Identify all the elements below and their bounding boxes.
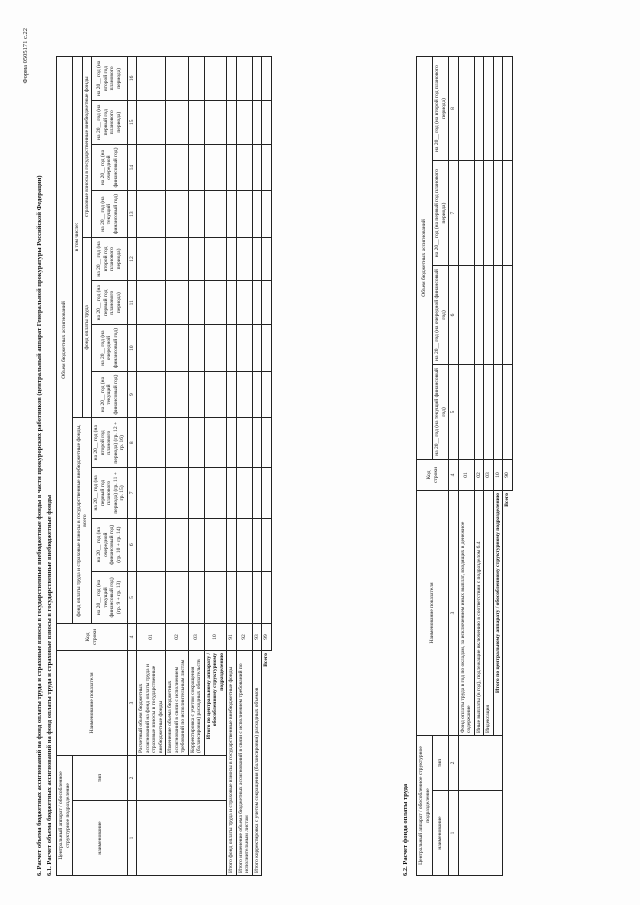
form-code: Форма 0505171 с.22 bbox=[22, 28, 29, 84]
t1-incl-header: в том числе: bbox=[73, 57, 83, 418]
t1-num: 16 bbox=[127, 57, 137, 101]
empty-cell bbox=[252, 100, 262, 144]
empty-cell bbox=[137, 100, 166, 144]
t1-row-label: Корректировка с учетом сокращения (балансировки) расходных обязательств bbox=[188, 651, 204, 756]
empty-cell bbox=[204, 518, 227, 571]
t1-num: 4 bbox=[127, 624, 137, 651]
empty-cell bbox=[227, 100, 237, 144]
empty-cell bbox=[227, 571, 237, 623]
t1-h14: на 20__ год (на очередной финансовый год) bbox=[92, 144, 128, 191]
t2-name-header: наименование bbox=[433, 791, 449, 876]
empty-cell bbox=[252, 57, 262, 101]
t1-num: 2 bbox=[127, 756, 137, 801]
t2-number-row bbox=[449, 57, 459, 876]
empty-cell bbox=[188, 571, 204, 623]
t1-indicator-header: Наименование показателя bbox=[57, 651, 128, 756]
empty-cell bbox=[262, 468, 272, 518]
t1-h7-formula: (гр. 11 + гр. 15) bbox=[112, 472, 125, 501]
empty-cell bbox=[204, 468, 227, 518]
t2-num: 8 bbox=[449, 57, 459, 161]
t2-row-code: 02 bbox=[474, 460, 484, 491]
t2-num: 1 bbox=[449, 791, 459, 876]
t1-num: 1 bbox=[127, 801, 137, 876]
empty-cell bbox=[493, 160, 503, 265]
t1-h15: на 20__ год (на первый год планового периода) bbox=[92, 100, 128, 144]
empty-cell bbox=[166, 191, 189, 237]
empty-cell bbox=[262, 191, 272, 237]
empty-cell bbox=[236, 100, 252, 144]
t2-num: 7 bbox=[449, 160, 459, 265]
empty-cell bbox=[204, 57, 227, 101]
empty-cell bbox=[204, 418, 227, 468]
empty-cell bbox=[188, 325, 204, 372]
empty-cell bbox=[137, 325, 166, 372]
empty-cell bbox=[188, 281, 204, 325]
t1-num: 3 bbox=[127, 651, 137, 756]
empty-cell bbox=[137, 191, 166, 237]
empty-cell bbox=[236, 144, 252, 191]
t1-row-92 bbox=[236, 57, 252, 876]
empty-cell bbox=[227, 281, 237, 325]
empty-cell bbox=[484, 160, 494, 265]
table-6-1 bbox=[56, 56, 272, 876]
empty-cell bbox=[262, 571, 272, 623]
empty-cell bbox=[503, 160, 513, 265]
empty-cell bbox=[204, 144, 227, 191]
empty-cell bbox=[166, 418, 189, 468]
empty-cell bbox=[503, 364, 513, 459]
empty-cell bbox=[166, 518, 189, 571]
t1-row-code: 10 bbox=[204, 624, 227, 651]
t1-row-03 bbox=[188, 57, 204, 876]
empty-cell bbox=[204, 237, 227, 281]
t1-h9: на 20__ год (на текущий финансовый год) bbox=[92, 372, 128, 418]
empty-cell bbox=[204, 100, 227, 144]
empty-cell bbox=[137, 144, 166, 191]
t1-num: 9 bbox=[127, 372, 137, 418]
empty-cell bbox=[252, 144, 262, 191]
empty-cell bbox=[236, 281, 252, 325]
empty-cell bbox=[493, 57, 503, 161]
empty-cell bbox=[137, 571, 166, 623]
empty-cell bbox=[227, 372, 237, 418]
empty-cell bbox=[166, 281, 189, 325]
t1-num: 15 bbox=[127, 100, 137, 144]
empty-cell bbox=[236, 57, 252, 101]
t1-row-label: Итого по центральному аппарату / обособленному структурному подразделению bbox=[204, 651, 227, 756]
t1-row-code: 93 bbox=[252, 624, 262, 651]
t1-num: 6 bbox=[127, 518, 137, 571]
t1-h11: на 20__ год (на первый год планового периода) bbox=[92, 281, 128, 325]
empty-cell bbox=[188, 518, 204, 571]
t1-total-code: 99 bbox=[262, 624, 272, 651]
t1-cell bbox=[137, 801, 227, 876]
t2-h8: на 20__ год (на второй год планового периода) bbox=[433, 57, 449, 161]
empty-cell bbox=[227, 237, 237, 281]
t2-cell bbox=[458, 736, 503, 791]
t1-h5-year: на 20__ год (на текущий финансовый год) bbox=[96, 577, 116, 618]
empty-cell bbox=[188, 418, 204, 468]
empty-cell bbox=[262, 144, 272, 191]
empty-cell bbox=[188, 144, 204, 191]
empty-cell bbox=[166, 100, 189, 144]
t2-row-01 bbox=[458, 57, 474, 876]
t1-row-10 bbox=[204, 57, 227, 876]
t2-h7: на 20__ год (на первый год планового периода) bbox=[433, 160, 449, 265]
t1-num: 12 bbox=[127, 237, 137, 281]
t2-indicator-header: Наименование показателя bbox=[417, 491, 449, 736]
empty-cell bbox=[252, 518, 262, 571]
empty-cell bbox=[474, 160, 484, 265]
empty-cell bbox=[204, 191, 227, 237]
empty-cell bbox=[137, 372, 166, 418]
t1-num: 7 bbox=[127, 468, 137, 518]
empty-cell bbox=[137, 237, 166, 281]
empty-cell bbox=[236, 372, 252, 418]
t1-num: 5 bbox=[127, 571, 137, 623]
t1-h12: на 20__ год (на второй год планового периода) bbox=[92, 237, 128, 281]
empty-cell bbox=[166, 144, 189, 191]
t1-row-02 bbox=[166, 57, 189, 876]
empty-cell bbox=[493, 266, 503, 365]
t1-row-code: 02 bbox=[166, 624, 189, 651]
t1-num: 14 bbox=[127, 144, 137, 191]
empty-cell bbox=[227, 468, 237, 518]
empty-cell bbox=[262, 57, 272, 101]
empty-cell bbox=[252, 191, 262, 237]
t1-h8: на 20__ год (на второй год планового периода) (гр. 12 + гр. 16) bbox=[92, 418, 128, 468]
t1-num: 11 bbox=[127, 281, 137, 325]
t1-cell bbox=[137, 756, 227, 801]
t1-row-99 bbox=[262, 57, 272, 876]
t2-row-code: 10 bbox=[493, 460, 503, 491]
empty-cell bbox=[188, 100, 204, 144]
empty-cell bbox=[262, 100, 272, 144]
t2-unit-header: Центральный аппарат / обособленное структурное подразделение bbox=[417, 736, 433, 876]
empty-cell bbox=[227, 418, 237, 468]
t2-volume-header: Объем бюджетных ассигнований bbox=[417, 57, 433, 460]
section-6-title: 6. Расчет объема бюджетных ассигнований на фонд оплаты труда и страховые взносы в государственные внебюджетные фонды в части прокурорских работников (центральный аппарат Генеральной прокуратуры Российской Федерации) bbox=[36, 175, 43, 876]
empty-cell bbox=[458, 160, 474, 265]
empty-cell bbox=[252, 468, 262, 518]
t1-name-header: наименование bbox=[73, 801, 128, 876]
empty-cell bbox=[262, 372, 272, 418]
t2-row-code: 03 bbox=[484, 460, 494, 491]
empty-cell bbox=[252, 237, 262, 281]
empty-cell bbox=[262, 281, 272, 325]
t1-row-label: Итого фонд оплаты труда и страховые взносы в государственные внебюджетные фонды bbox=[227, 651, 237, 876]
t1-h5 bbox=[92, 571, 128, 623]
t2-cell bbox=[458, 791, 503, 876]
empty-cell bbox=[188, 191, 204, 237]
empty-cell bbox=[252, 325, 262, 372]
t2-num: 2 bbox=[449, 736, 459, 791]
t2-h6: на 20__ год (на очередной финансовый год) bbox=[433, 266, 449, 365]
empty-cell bbox=[503, 266, 513, 365]
t1-num: 13 bbox=[127, 191, 137, 237]
empty-cell bbox=[137, 468, 166, 518]
empty-cell bbox=[227, 191, 237, 237]
empty-cell bbox=[262, 237, 272, 281]
empty-cell bbox=[188, 468, 204, 518]
t2-row-label: Иные выплаты (в год), подлежащие включению в соответствии с подразделом 6.4 bbox=[474, 491, 484, 736]
empty-cell bbox=[252, 418, 262, 468]
t1-total-label: Всего bbox=[263, 653, 270, 667]
empty-cell bbox=[503, 57, 513, 161]
empty-cell bbox=[137, 518, 166, 571]
empty-cell bbox=[262, 518, 272, 571]
t1-fot-total-header: фонд оплаты труда и страховые взносы в государственные внебюджетные фонды, всего bbox=[73, 418, 92, 624]
empty-cell bbox=[227, 57, 237, 101]
rotated-form bbox=[20, 22, 620, 882]
t1-row-code: 92 bbox=[236, 624, 252, 651]
t2-row-label: Итого по центральному аппарату / обособленному структурному подразделению bbox=[493, 491, 503, 736]
empty-cell bbox=[484, 266, 494, 365]
t2-row-code: 01 bbox=[458, 460, 474, 491]
empty-cell bbox=[262, 325, 272, 372]
empty-cell bbox=[166, 325, 189, 372]
empty-cell bbox=[252, 571, 262, 623]
empty-cell bbox=[236, 468, 252, 518]
t2-num: 6 bbox=[449, 266, 459, 365]
empty-cell bbox=[458, 266, 474, 365]
empty-cell bbox=[236, 418, 252, 468]
t2-h5: на 20__ год (на текущий финансовый год) bbox=[433, 364, 449, 459]
t1-row-91 bbox=[227, 57, 237, 876]
t1-row-label: Итого изменение объема бюджетных ассигнований в связи с исполнением требований по исполнительным листам bbox=[236, 651, 252, 876]
t1-row-code: 91 bbox=[227, 624, 237, 651]
t1-fot-header: фонд оплаты труда bbox=[82, 237, 92, 418]
t1-row-label: Итого корректировка с учетом сокращения (балансировки) расходных объемов bbox=[252, 651, 262, 876]
t2-num: 5 bbox=[449, 364, 459, 459]
t2-row-90 bbox=[503, 57, 513, 876]
t1-row-label: Расчетный объем бюджетных ассигнований на фонд оплаты труда и страховые взносы в государственные внебюджетные фонды bbox=[137, 651, 166, 756]
empty-cell bbox=[188, 237, 204, 281]
t2-code-header: Код строки bbox=[417, 460, 449, 491]
empty-cell bbox=[252, 372, 262, 418]
t1-type-header: тип bbox=[73, 756, 128, 801]
t1-num: 8 bbox=[127, 418, 137, 468]
t1-h6-year: на 20__ год (на очередной финансовый год) bbox=[96, 524, 116, 565]
empty-cell bbox=[227, 325, 237, 372]
empty-cell bbox=[236, 571, 252, 623]
empty-cell bbox=[166, 468, 189, 518]
empty-cell bbox=[166, 372, 189, 418]
empty-cell bbox=[204, 571, 227, 623]
empty-cell bbox=[458, 364, 474, 459]
t1-ins-header: страховые взносы в государственные внебюджетные фонды bbox=[82, 57, 92, 238]
empty-cell bbox=[166, 571, 189, 623]
empty-cell bbox=[166, 57, 189, 101]
t1-row-code: 01 bbox=[137, 624, 166, 651]
empty-cell bbox=[166, 237, 189, 281]
empty-cell bbox=[484, 364, 494, 459]
t2-num: 4 bbox=[449, 460, 459, 491]
empty-cell bbox=[227, 144, 237, 191]
t2-row-label: Индексация bbox=[484, 491, 494, 736]
t2-total-code: 90 bbox=[503, 460, 513, 491]
empty-cell bbox=[236, 237, 252, 281]
empty-cell bbox=[204, 325, 227, 372]
t1-h13: на 20__ год (на текущий финансовый год) bbox=[92, 191, 128, 237]
t2-num: 3 bbox=[449, 491, 459, 736]
empty-cell bbox=[236, 191, 252, 237]
t1-h7 bbox=[92, 468, 128, 518]
t2-row-label: Фонд оплаты труда в год по окладам, за исключением иных выплат, входящих в денежное содержание bbox=[458, 491, 474, 736]
empty-cell bbox=[137, 57, 166, 101]
t1-row-code: 03 bbox=[188, 624, 204, 651]
t1-h6 bbox=[92, 518, 128, 571]
t2-total-label: Всего bbox=[504, 493, 511, 507]
t1-unit-header: Центральный аппарат / обособленное структурное подразделение bbox=[57, 756, 73, 876]
t1-number-row bbox=[127, 57, 137, 876]
t1-h5-formula: (гр. 9 + гр. 13) bbox=[115, 580, 122, 615]
table-6-2 bbox=[416, 56, 513, 876]
section-6-1-title: 6.1. Расчет объема бюджетных ассигнований на фонд оплаты труда и страховые взносы в государственные внебюджетные фонды bbox=[46, 494, 53, 876]
empty-cell bbox=[252, 281, 262, 325]
empty-cell bbox=[204, 372, 227, 418]
t1-num: 10 bbox=[127, 325, 137, 372]
t1-code-header: Код строки bbox=[57, 624, 128, 651]
t1-row-01 bbox=[137, 57, 166, 876]
empty-cell bbox=[137, 418, 166, 468]
empty-cell bbox=[484, 57, 494, 161]
empty-cell bbox=[188, 57, 204, 101]
empty-cell bbox=[188, 372, 204, 418]
empty-cell bbox=[493, 364, 503, 459]
empty-cell bbox=[458, 57, 474, 161]
empty-cell bbox=[236, 325, 252, 372]
t2-type-header: тип bbox=[433, 736, 449, 791]
t1-row-label: Изменение объема бюджетных ассигнований в связи с исполнением требований по исполнительным листам bbox=[166, 651, 189, 756]
t1-h16: на 20__ год (на второй год планового периода) bbox=[92, 57, 128, 101]
t1-h10: на 20__ год (на очередной финансовый год) bbox=[92, 325, 128, 372]
t1-h7-year: на 20__ год (на первый год планового периода) bbox=[93, 475, 119, 514]
empty-cell bbox=[227, 518, 237, 571]
t1-volume-header: Объем бюджетных ассигнований bbox=[57, 57, 73, 624]
empty-cell bbox=[204, 281, 227, 325]
empty-cell bbox=[474, 266, 484, 365]
empty-cell bbox=[262, 418, 272, 468]
section-6-2-title: 6.2. Расчет фонда оплаты труда bbox=[402, 783, 409, 876]
t1-h6-formula: (гр. 10 + гр. 14) bbox=[115, 526, 122, 563]
empty-cell bbox=[236, 518, 252, 571]
empty-cell bbox=[474, 57, 484, 161]
t1-row-93 bbox=[252, 57, 262, 876]
empty-cell bbox=[137, 281, 166, 325]
empty-cell bbox=[474, 364, 484, 459]
